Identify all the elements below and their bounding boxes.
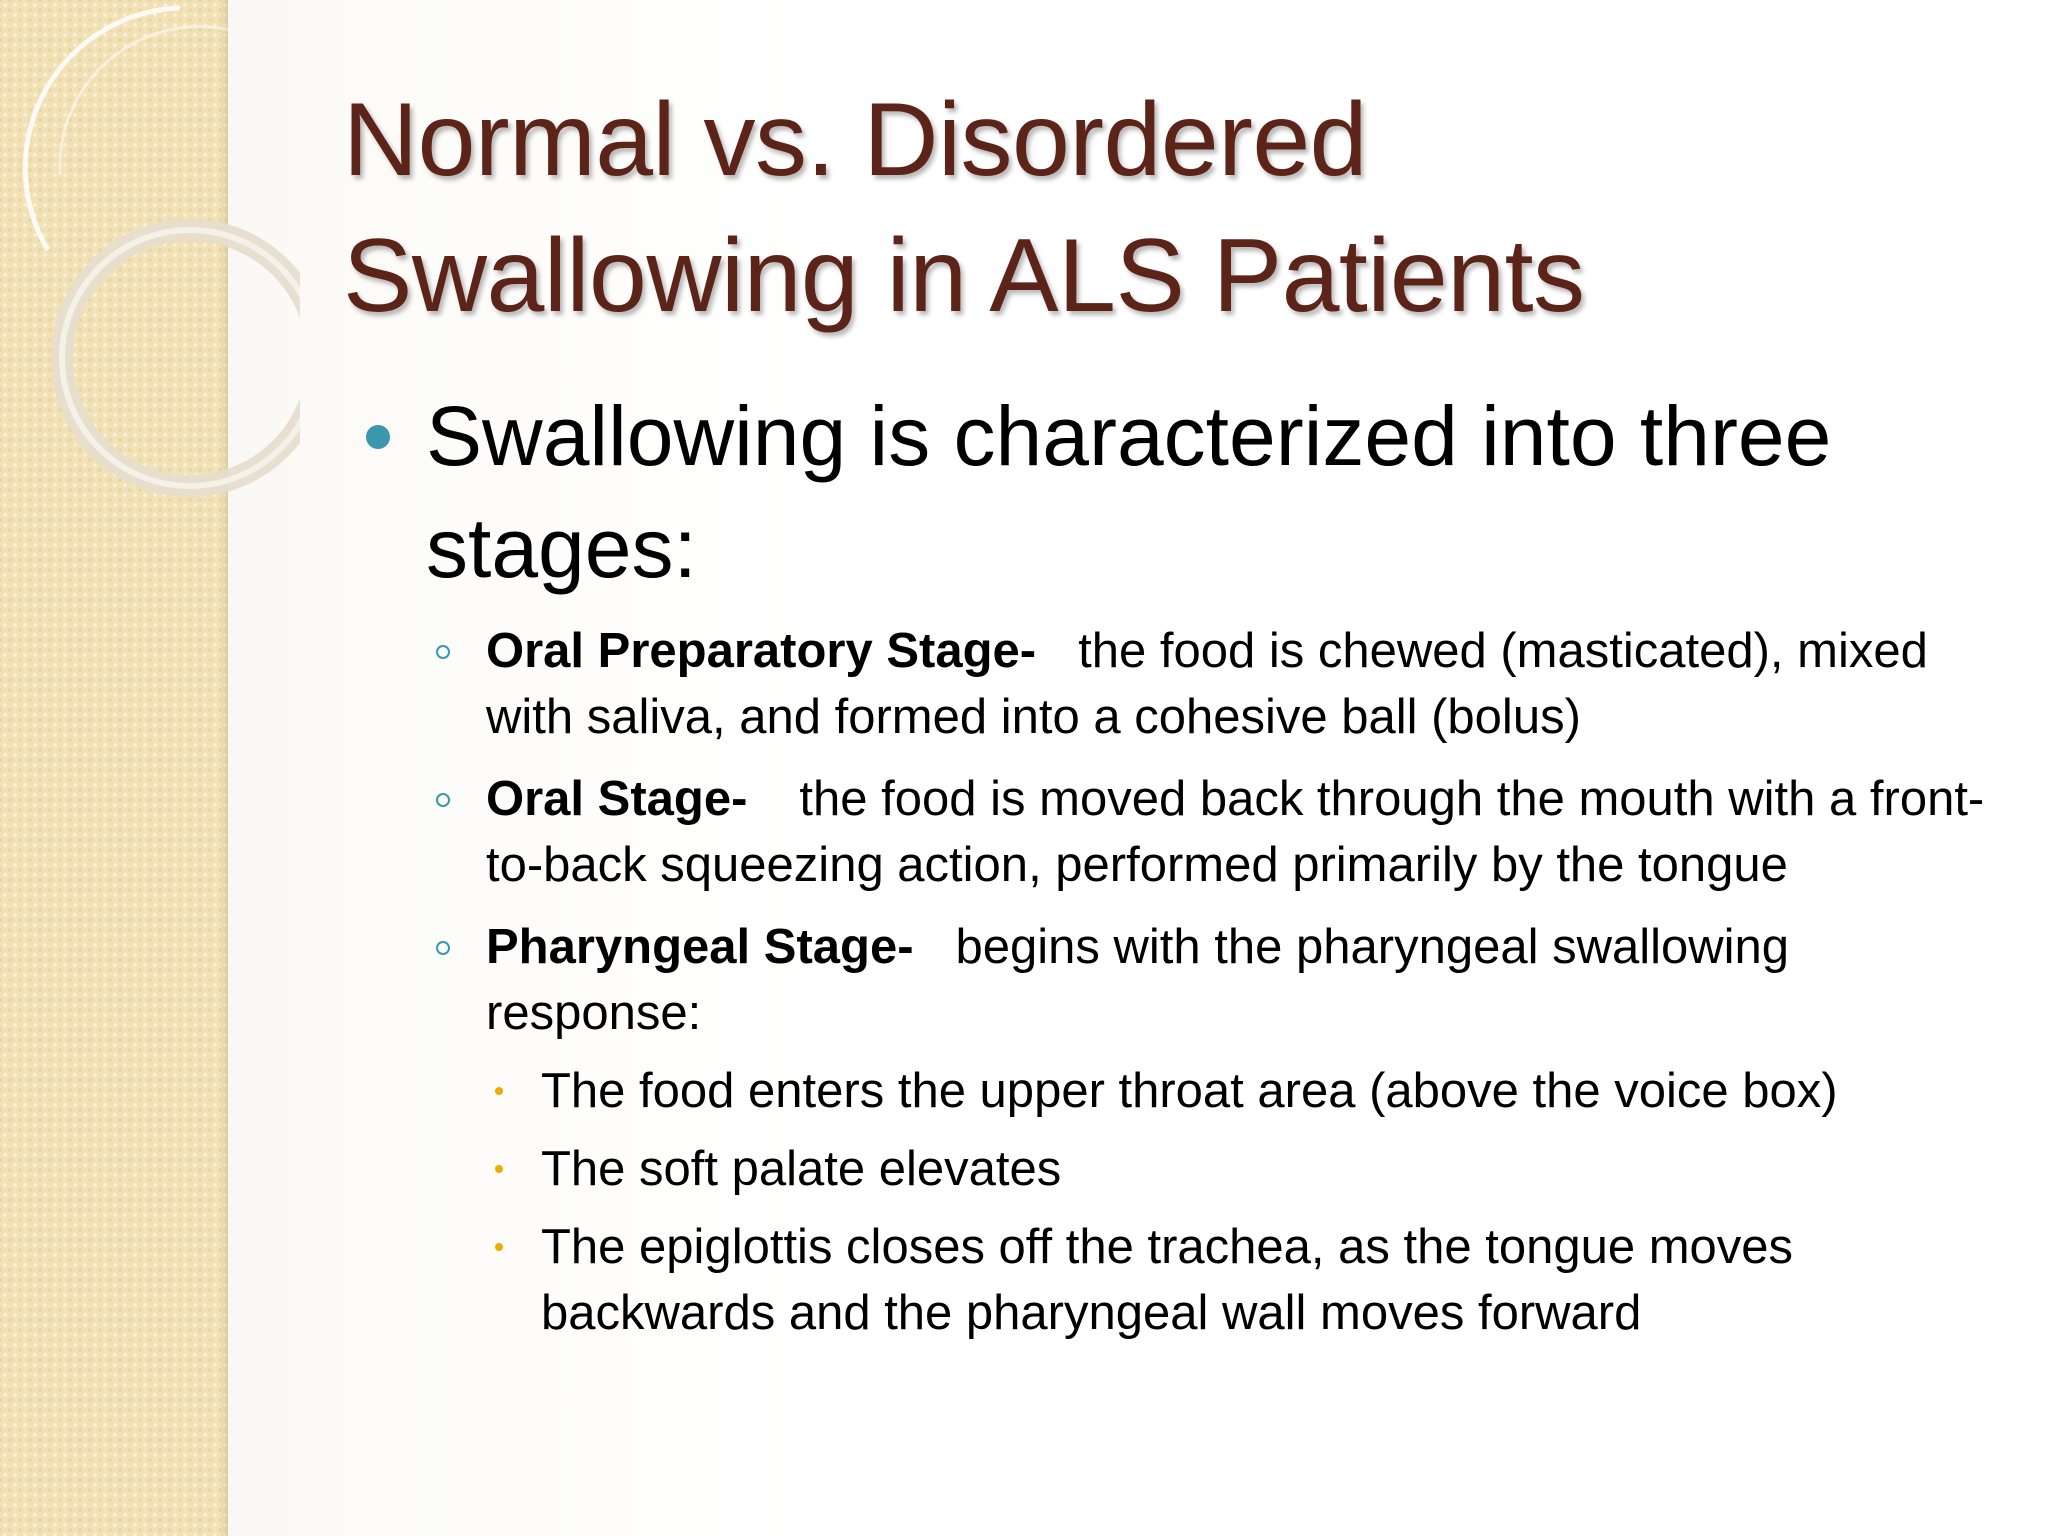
stage-term: Pharyngeal Stage-	[486, 920, 914, 974]
bullet-dot-icon	[366, 425, 390, 449]
stage-item	[343, 766, 2003, 898]
stage-description: the food is chewed (masticated), mixed with saliva, and formed into a cohesive ball (bolus)	[486, 624, 1928, 744]
decorative-rings-icon	[0, 0, 300, 520]
small-bullet-icon	[495, 1087, 503, 1095]
main-bullet-text: Swallowing is characterized into three stages:	[426, 389, 1832, 595]
main-bullet	[343, 380, 2003, 604]
stage-description: the food is moved back through the mouth with a front-to-back squeezing action, performed primarily by the tongue	[486, 772, 1985, 892]
stage-description: begins with the pharyngeal swallowing response:	[486, 920, 1790, 1040]
pharyngeal-step	[343, 1058, 2003, 1124]
pharyngeal-step	[343, 1214, 2003, 1346]
title-line-1: Normal vs. Disordered	[343, 82, 1368, 198]
pharyngeal-step-text: The epiglottis closes off the trachea, as the tongue moves backwards and the pharyngeal wall moves forward	[541, 1220, 1794, 1340]
small-bullet-icon	[495, 1165, 503, 1173]
slide-content	[343, 380, 2003, 1346]
pharyngeal-step-text: The food enters the upper throat area (above the voice box)	[541, 1064, 1838, 1118]
stage-item	[343, 618, 2003, 750]
ring-bullet-icon	[436, 941, 450, 955]
small-bullet-icon	[495, 1243, 503, 1251]
stage-term: Oral Preparatory Stage-	[486, 624, 1037, 678]
slide-title	[343, 72, 1983, 344]
ring-bullet-icon	[436, 793, 450, 807]
title-line-2: Swallowing in ALS Patients	[343, 218, 1585, 334]
stage-item	[343, 914, 2003, 1046]
pharyngeal-step-text: The soft palate elevates	[541, 1142, 1062, 1196]
stage-term: Oral Stage-	[486, 772, 748, 826]
pharyngeal-step	[343, 1136, 2003, 1202]
ring-bullet-icon	[436, 645, 450, 659]
